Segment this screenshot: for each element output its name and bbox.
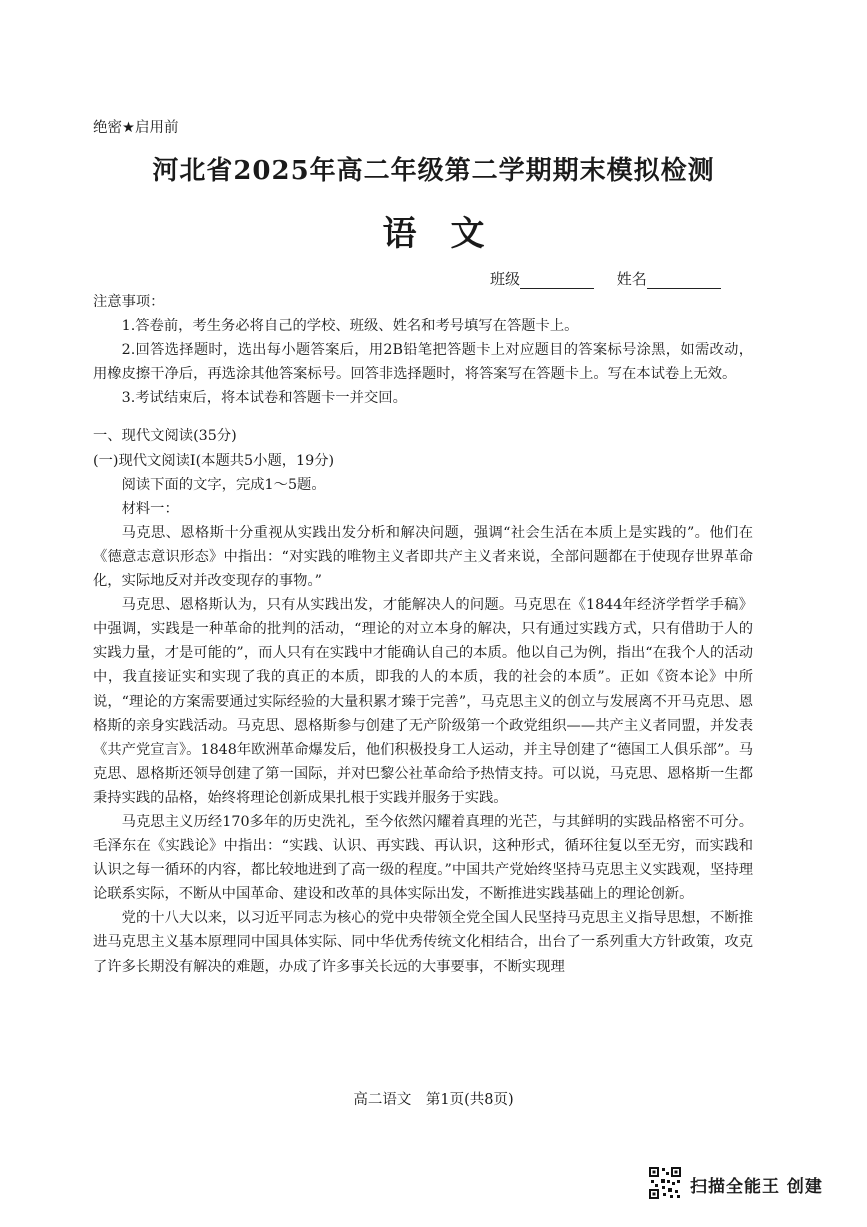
subject-title: 语文: [382, 214, 519, 254]
sub-section-heading: (一)现代文阅读Ⅰ(本题共5小题，19分): [93, 452, 335, 469]
notice-item: 1.答卷前，考生务必将自己的学校、班级、姓名和考号填写在答题卡上。: [121, 318, 579, 335]
reading-instruction: 阅读下面的文字，完成1～5题。: [121, 476, 326, 493]
notice-item: 2.回答选择题时，选出每小题答案后，用2B铅笔把答题卡上对应题目的答案标号涂黑，如需改动，用橡皮擦干净后，再选涂其他答案标号。回答非选择题时，将答案写在答题卡上。写在本试卷上无效。: [93, 342, 753, 383]
exam-title: 河北省2025年高二年级第二学期期末模拟检测: [152, 156, 715, 186]
page-footer: 高二语文 第1页(共8页): [353, 1092, 514, 1108]
class-blank: [520, 271, 594, 289]
passage-paragraph: 马克思主义历经170多年的历史洗礼，至今依然闪耀着真理的光芒，与其鲜明的实践品格密不可分。毛泽东在《实践论》中指出：“实践、认识、再实践、再认识，这种形式，循环往复以至无穷，而实践和认识之每一循环的内容，都比较地进到了高一级的程度。”中国共产党始终坚持马克思主义实践观，坚持理论联系实际，不断从中国革命、建设和改革的具体实际出发，不断推进实践基础上的理论创新。: [93, 813, 753, 903]
page-body: [93, 290, 753, 979]
secret-mark: 绝密★启用前: [93, 120, 179, 136]
section-heading: 一、现代文阅读(35分): [93, 428, 237, 445]
qr-code-icon: [648, 1166, 682, 1200]
notice-heading: 注意事项：: [93, 294, 165, 310]
passage-paragraph: 马克思、恩格斯认为，只有从实践出发，才能解决人的问题。马克思在《1844年经济学哲学手稿》中强调，实践是一种革命的批判的活动，“理论的对立本身的解决，只有通过实践方式，只有借助于人的实践力量，才是可能的”，而人只有在实践中才能确认自己的本质。他以自己为例，指出“在我个人的活动中，我直接证实和实现了我的真正的本质，即我的人的本质，我的社会的本质”。正如《资本论》中所说，“理论的方案需要通过实际经验的大量积累才臻于完善”，马克思主义的创立与发展离不开马克思、恩格斯的亲身实践活动。马克思、恩格斯参与创建了无产阶级第一个政党组织——共产主义者同盟，并发表《共产党宣言》。1848年欧洲革命爆发后，他们积极投身工人运动，并主导创建了“德国工人俱乐部”。马克思、恩格斯还领导创建了第一国际，并对巴黎公社革命给予热情支持。可以说，马克思、恩格斯一生都秉持实践的品格，始终将理论创新成果扎根于实践并服务于实践。: [93, 597, 753, 806]
scanner-watermark: 扫描全能王 创建: [690, 1177, 823, 1197]
passage-paragraph: 党的十八大以来，以习近平同志为核心的党中央带领全党全国人民坚持马克思主义指导思想，不断推进马克思主义基本原理同中国具体实际、同中华优秀传统文化相结合，出台了一系列重大方针政策，攻克了许多长期没有解决的难题，办成了许多事关长远的大事要事，不断实现理: [93, 910, 753, 975]
student-info-fields: [490, 268, 721, 289]
name-label: 姓名: [616, 270, 647, 288]
material-label: 材料一：: [121, 500, 179, 517]
passage-paragraph: 马克思、恩格斯十分重视从实践出发分析和解决问题，强调“社会生活在本质上是实践的”。他们在《德意志意识形态》中指出：“对实践的唯物主义者即共产主义者来说，全部问题都在于使现存世界革命化，实际地反对并改变现存的事物。”: [93, 524, 753, 590]
class-label: 班级: [490, 270, 521, 288]
name-blank: [647, 271, 721, 289]
notice-item: 3.考试结束后，将本试卷和答题卡一并交回。: [121, 390, 407, 407]
